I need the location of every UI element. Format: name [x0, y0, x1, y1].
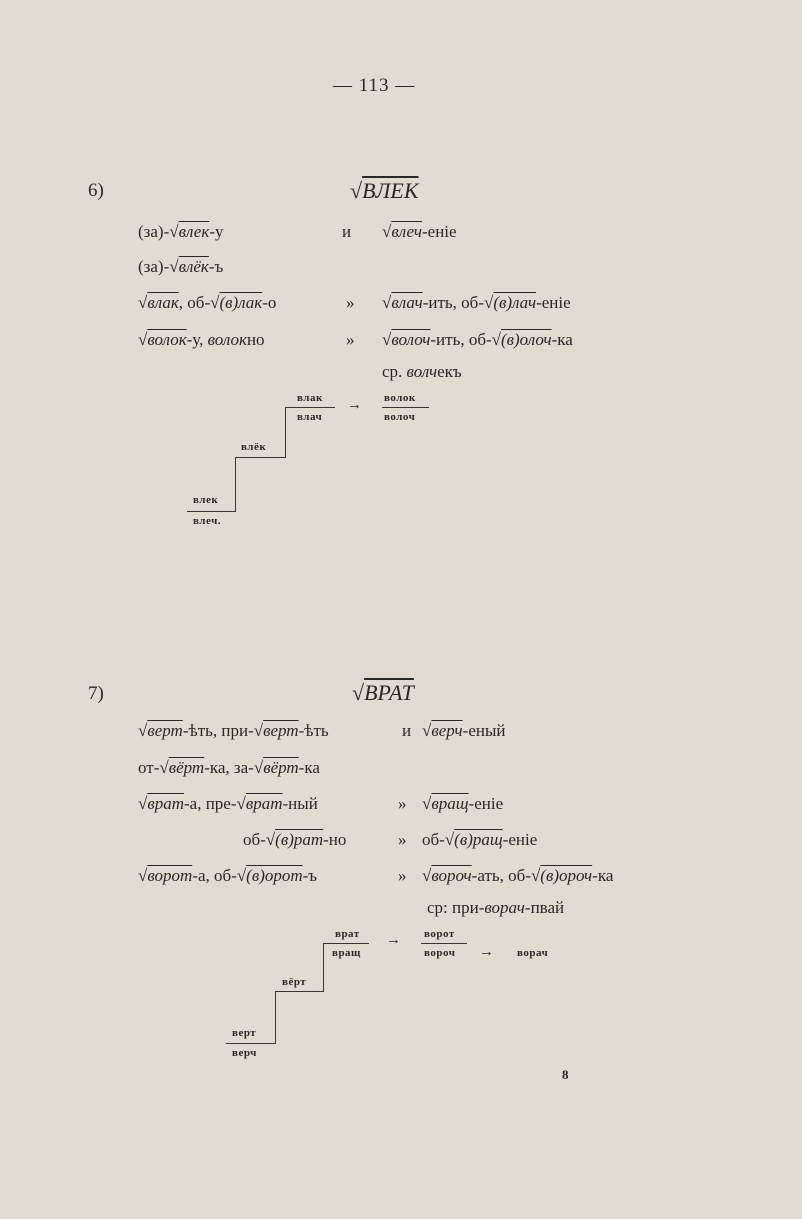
root-word: (в)рат	[275, 830, 324, 849]
root-sign-icon: √	[138, 293, 148, 312]
diagram-label: вороч	[424, 947, 456, 959]
word: -а, пре-	[184, 794, 237, 813]
word: ср: при-	[427, 898, 485, 917]
section-title	[350, 178, 418, 204]
word: екъ	[437, 362, 462, 381]
diagram-label: ворач	[517, 947, 549, 959]
diagram-label: вёрт	[282, 976, 307, 988]
diagram-label: врат	[335, 928, 360, 940]
word: -еніе	[468, 794, 504, 813]
root-word: (в)лач	[493, 293, 537, 312]
root-sign-icon: √	[444, 830, 455, 849]
entry-line	[382, 222, 457, 242]
root-word: (в)лак	[219, 293, 263, 312]
word: (за)-	[138, 222, 170, 241]
root-word: врат	[245, 794, 283, 813]
root-title: ВЛЕК	[362, 178, 419, 203]
word: -ный	[282, 794, 318, 813]
word: -ить, об-	[422, 293, 484, 312]
root-sign-icon: √	[236, 794, 246, 813]
diagram-label: влак	[297, 392, 323, 404]
arrow-icon: →	[347, 397, 362, 413]
word: -пвай	[524, 898, 565, 917]
root-sign-icon: √	[422, 721, 432, 740]
word: , об-	[178, 293, 211, 312]
root-word: верт	[147, 721, 183, 740]
diagram-label: верт	[232, 1027, 257, 1039]
root-sign-icon: √	[265, 830, 276, 849]
root-sign-icon: √	[138, 794, 148, 813]
word: -еніе	[502, 830, 538, 849]
word: -еный	[462, 721, 506, 740]
word: -у,	[186, 330, 208, 349]
diagram-line	[226, 1043, 276, 1044]
entry-line	[422, 866, 613, 886]
root-sign-icon: √	[382, 293, 392, 312]
entry-line	[422, 830, 537, 850]
entry-line	[382, 293, 571, 313]
entry-line	[138, 866, 317, 886]
word: волок	[207, 330, 247, 349]
word: волч	[406, 362, 438, 381]
conjunction: и	[342, 222, 352, 241]
sheet-number: 8	[562, 1067, 569, 1082]
word: -еніе	[536, 293, 571, 312]
root-sign-icon: √	[350, 178, 363, 203]
root-word: влач	[391, 293, 423, 312]
root-word: (в)олоч	[500, 330, 552, 349]
entry-line	[138, 794, 318, 814]
root-sign-icon: √	[138, 721, 148, 740]
word: -ка	[592, 866, 614, 885]
root-sign-icon: √	[484, 293, 494, 312]
word: -но	[323, 830, 347, 849]
root-sign-icon: √	[530, 866, 541, 885]
diagram-line	[285, 407, 286, 457]
diagram-line	[275, 991, 324, 992]
root-word: (в)ращ	[454, 830, 503, 849]
diagram-line	[187, 511, 236, 512]
arrow-icon: →	[386, 932, 401, 948]
entry-line	[427, 898, 564, 918]
root-sign-icon: √	[138, 330, 148, 349]
root-sign-icon: √	[422, 794, 432, 813]
arrow-mark: »	[398, 794, 407, 813]
diagram-line	[235, 457, 236, 512]
root-word: вращ	[431, 794, 469, 813]
root-sign-icon: √	[382, 330, 392, 349]
section-number: 7)	[88, 683, 104, 704]
root-sign-icon: √	[382, 222, 392, 241]
word: -а, об-	[192, 866, 237, 885]
section-number: 6)	[88, 180, 104, 201]
arrow-mark: »	[346, 293, 355, 312]
root-sign-icon: √	[210, 293, 220, 312]
word: -о	[262, 293, 277, 312]
diagram-label: влеч.	[193, 515, 222, 527]
entry-line	[138, 721, 329, 741]
diagram-label: вращ	[332, 947, 361, 959]
root-word: (в)орот	[246, 866, 303, 885]
root-sign-icon: √	[236, 866, 247, 885]
entry-line	[243, 830, 346, 850]
entry-line	[382, 330, 573, 350]
diagram-label: волок	[384, 392, 416, 404]
root-word: влёк	[178, 257, 209, 276]
word: (за)-	[138, 257, 170, 276]
root-word: (в)ороч	[540, 866, 593, 885]
entry-line	[382, 362, 462, 382]
entry-line	[138, 257, 223, 277]
word: но	[246, 330, 265, 349]
entry-line	[422, 794, 503, 814]
root-word: волок	[147, 330, 187, 349]
root-sign-icon: √	[169, 222, 179, 241]
arrow-mark: »	[346, 330, 355, 349]
diagram-label: влач	[297, 411, 323, 423]
word: -ать, об-	[471, 866, 531, 885]
diagram-line	[235, 457, 286, 458]
word: -ка	[298, 758, 320, 777]
root-sign-icon: √	[422, 866, 432, 885]
word: -ка, за-	[204, 758, 254, 777]
root-sign-icon: √	[253, 721, 264, 740]
diagram-line	[323, 943, 369, 944]
root-title: ВРАТ	[364, 680, 414, 705]
diagram-line	[323, 943, 324, 991]
diagram-label: ворот	[424, 928, 455, 940]
root-word: влеч	[391, 222, 422, 241]
diagram-line	[382, 407, 429, 408]
root-word: вороч	[431, 866, 472, 885]
diagram-line	[285, 407, 335, 408]
word: от-	[138, 758, 160, 777]
root-word: ворот	[147, 866, 193, 885]
word: -еніе	[422, 222, 457, 241]
word: об-	[422, 830, 445, 849]
word: -ъ	[208, 257, 224, 276]
root-sign-icon: √	[491, 330, 501, 349]
entry-line	[138, 330, 265, 350]
root-word: верч	[431, 721, 463, 740]
diagram-line	[275, 991, 276, 1044]
root-sign-icon: √	[169, 257, 179, 276]
word: -ить, об-	[430, 330, 492, 349]
word: -у	[209, 222, 224, 241]
page-number: — 113 —	[333, 75, 416, 96]
word: -ѣть	[298, 721, 329, 740]
word: -ка	[551, 330, 573, 349]
entry-line	[422, 721, 505, 741]
word: об-	[243, 830, 266, 849]
root-sign-icon: √	[138, 866, 148, 885]
diagram-label: влек	[193, 494, 219, 506]
entry-line	[138, 758, 320, 778]
root-word: верт	[263, 721, 299, 740]
diagram-label: волоч	[384, 411, 416, 423]
root-word: волоч	[391, 330, 431, 349]
word: -ъ	[302, 866, 318, 885]
root-word: влек	[178, 222, 210, 241]
word: ворач	[484, 898, 525, 917]
conjunction: и	[402, 721, 412, 740]
arrow-mark: »	[398, 830, 407, 849]
entry-line	[138, 293, 276, 313]
section-title	[352, 680, 414, 706]
root-word: вёрт	[263, 758, 299, 777]
diagram-label: верч	[232, 1047, 257, 1059]
word: -ѣть, при-	[182, 721, 254, 740]
diagram-line	[421, 943, 467, 944]
diagram-label: влёк	[241, 441, 267, 453]
arrow-mark: »	[398, 866, 407, 885]
entry-line	[138, 222, 223, 242]
root-word: врат	[147, 794, 184, 813]
arrow-icon: →	[479, 944, 494, 960]
root-word: влак	[147, 293, 179, 312]
root-word: вёрт	[168, 758, 205, 777]
word: ср.	[382, 362, 407, 381]
root-sign-icon: √	[159, 758, 169, 777]
root-sign-icon: √	[253, 758, 264, 777]
root-sign-icon: √	[352, 680, 365, 705]
